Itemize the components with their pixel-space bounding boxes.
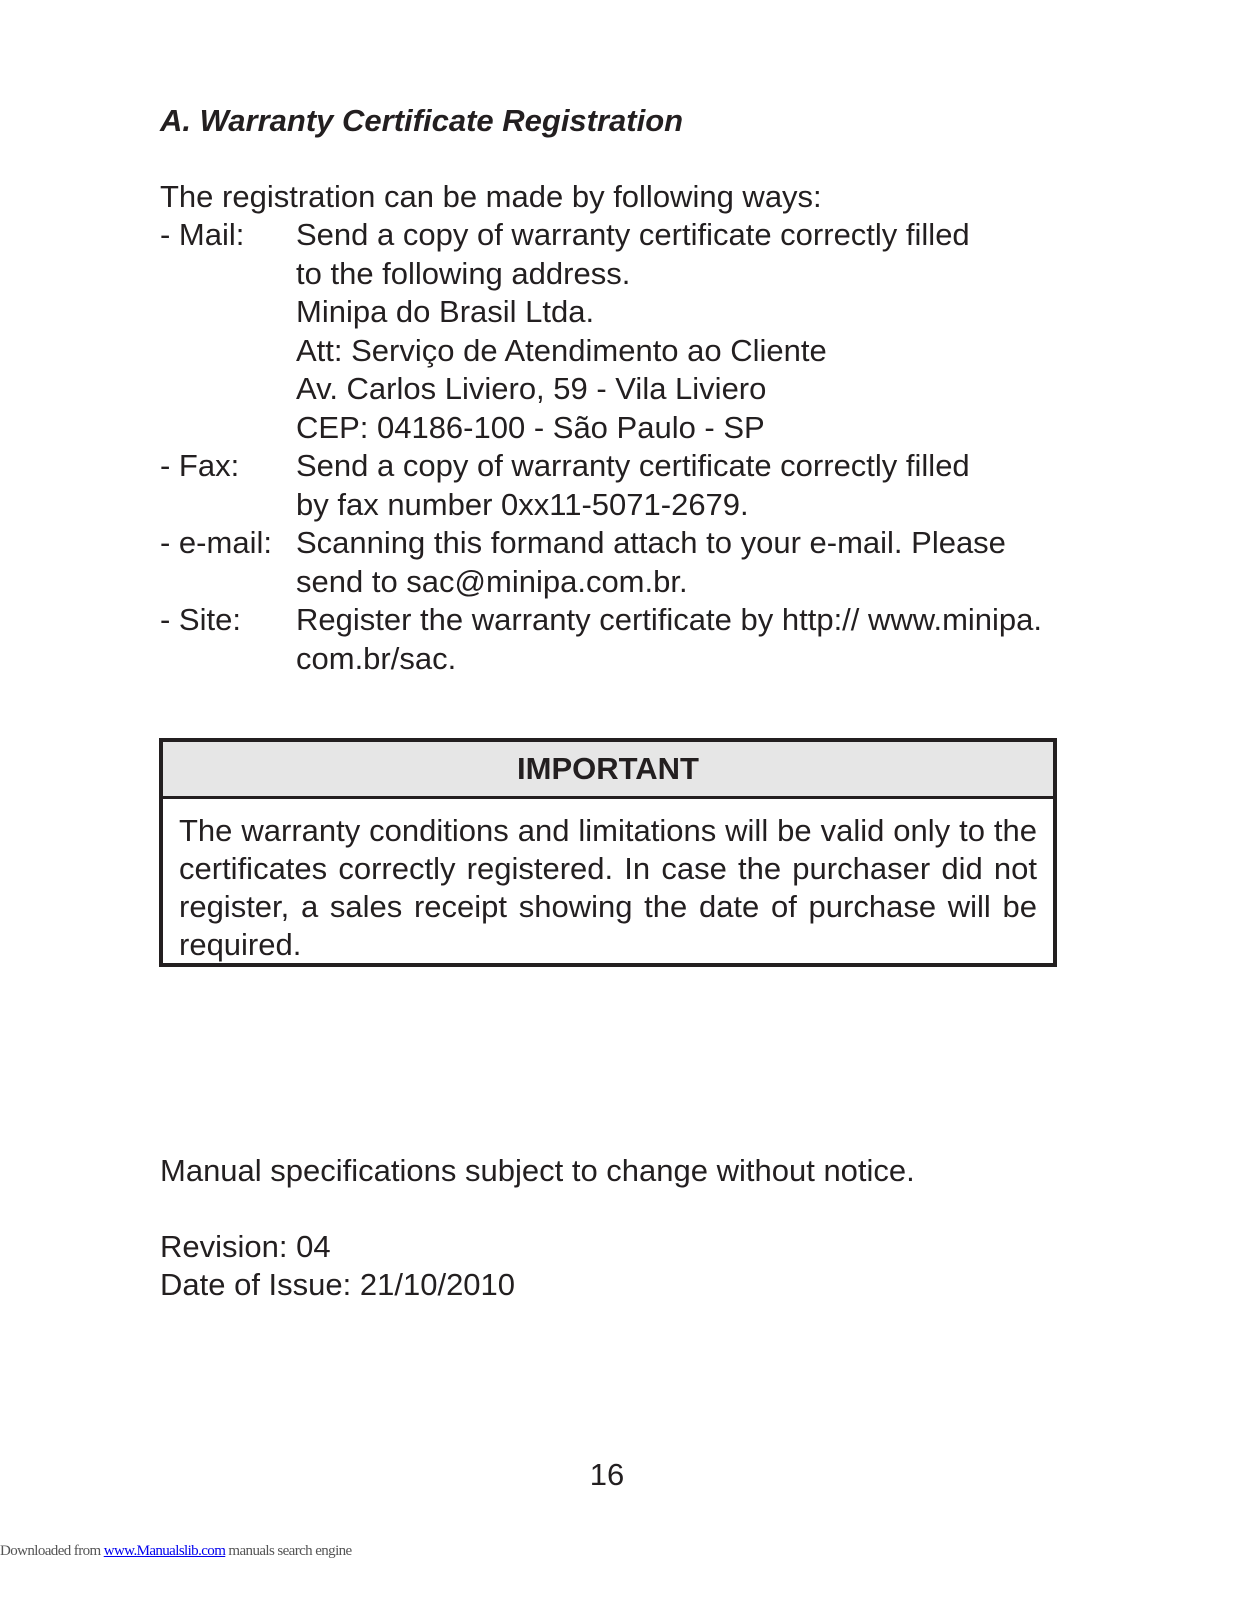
method-line: by fax number 0xx11-5071-2679. bbox=[296, 486, 749, 522]
method-line: Att: Serviço de Atendimento ao Cliente bbox=[296, 332, 827, 368]
method-site bbox=[160, 601, 1080, 678]
page-number: 16 bbox=[589, 1457, 625, 1492]
intro-text: The registration can be made by following ways: bbox=[160, 179, 822, 214]
method-line: Minipa do Brasil Ltda. bbox=[296, 294, 595, 329]
method-line: Av. Carlos Liviero, 59 - Vila Liviero bbox=[296, 371, 767, 406]
method-line: CEP: 04186-100 - São Paulo - SP bbox=[296, 409, 765, 445]
method-line: Register the warranty certificate by http:// www.minipa. bbox=[296, 602, 1043, 637]
method-label: - Mail: bbox=[160, 217, 245, 252]
method-description bbox=[296, 601, 1080, 678]
issue-date: Date of Issue: 21/10/2010 bbox=[160, 1267, 516, 1302]
registration-methods bbox=[160, 216, 1080, 678]
method-fax bbox=[160, 447, 1080, 524]
method-email bbox=[160, 524, 1080, 601]
download-footer bbox=[0, 1540, 352, 1562]
method-line: com.br/sac. bbox=[296, 640, 457, 676]
revision-number: Revision: 04 bbox=[160, 1229, 331, 1264]
important-title: IMPORTANT bbox=[163, 742, 1053, 799]
method-description bbox=[296, 447, 1080, 524]
manualslib-link[interactable]: www.Manualslib.com bbox=[103, 1543, 226, 1559]
method-mail bbox=[160, 216, 1080, 447]
method-line: send to sac@minipa.com.br. bbox=[296, 563, 688, 599]
method-line: to the following address. bbox=[296, 255, 631, 291]
method-label: - Site: bbox=[160, 602, 241, 637]
method-label: - e-mail: bbox=[160, 525, 272, 560]
method-line: Scanning this formand attach to your e-mail. Please bbox=[296, 525, 1006, 560]
important-body: The warranty conditions and limitations will be valid only to the certificates correctly registered. In case the purchaser did not register, a sales receipt showing the date of purchase will be required. bbox=[179, 813, 1037, 962]
method-line: Send a copy of warranty certificate correctly filled bbox=[296, 217, 970, 252]
specifications-notice: Manual specifications subject to change without notice. bbox=[160, 1153, 915, 1188]
method-description bbox=[296, 524, 1080, 601]
method-description bbox=[296, 216, 1080, 447]
footer-prefix: Downloaded from bbox=[0, 1543, 104, 1559]
important-notice-box bbox=[159, 738, 1057, 967]
method-label: - Fax: bbox=[160, 448, 240, 483]
section-heading: A. Warranty Certificate Registration bbox=[160, 103, 684, 138]
method-line: Send a copy of warranty certificate correctly filled bbox=[296, 448, 970, 483]
footer-suffix: manuals search engine bbox=[225, 1543, 352, 1559]
